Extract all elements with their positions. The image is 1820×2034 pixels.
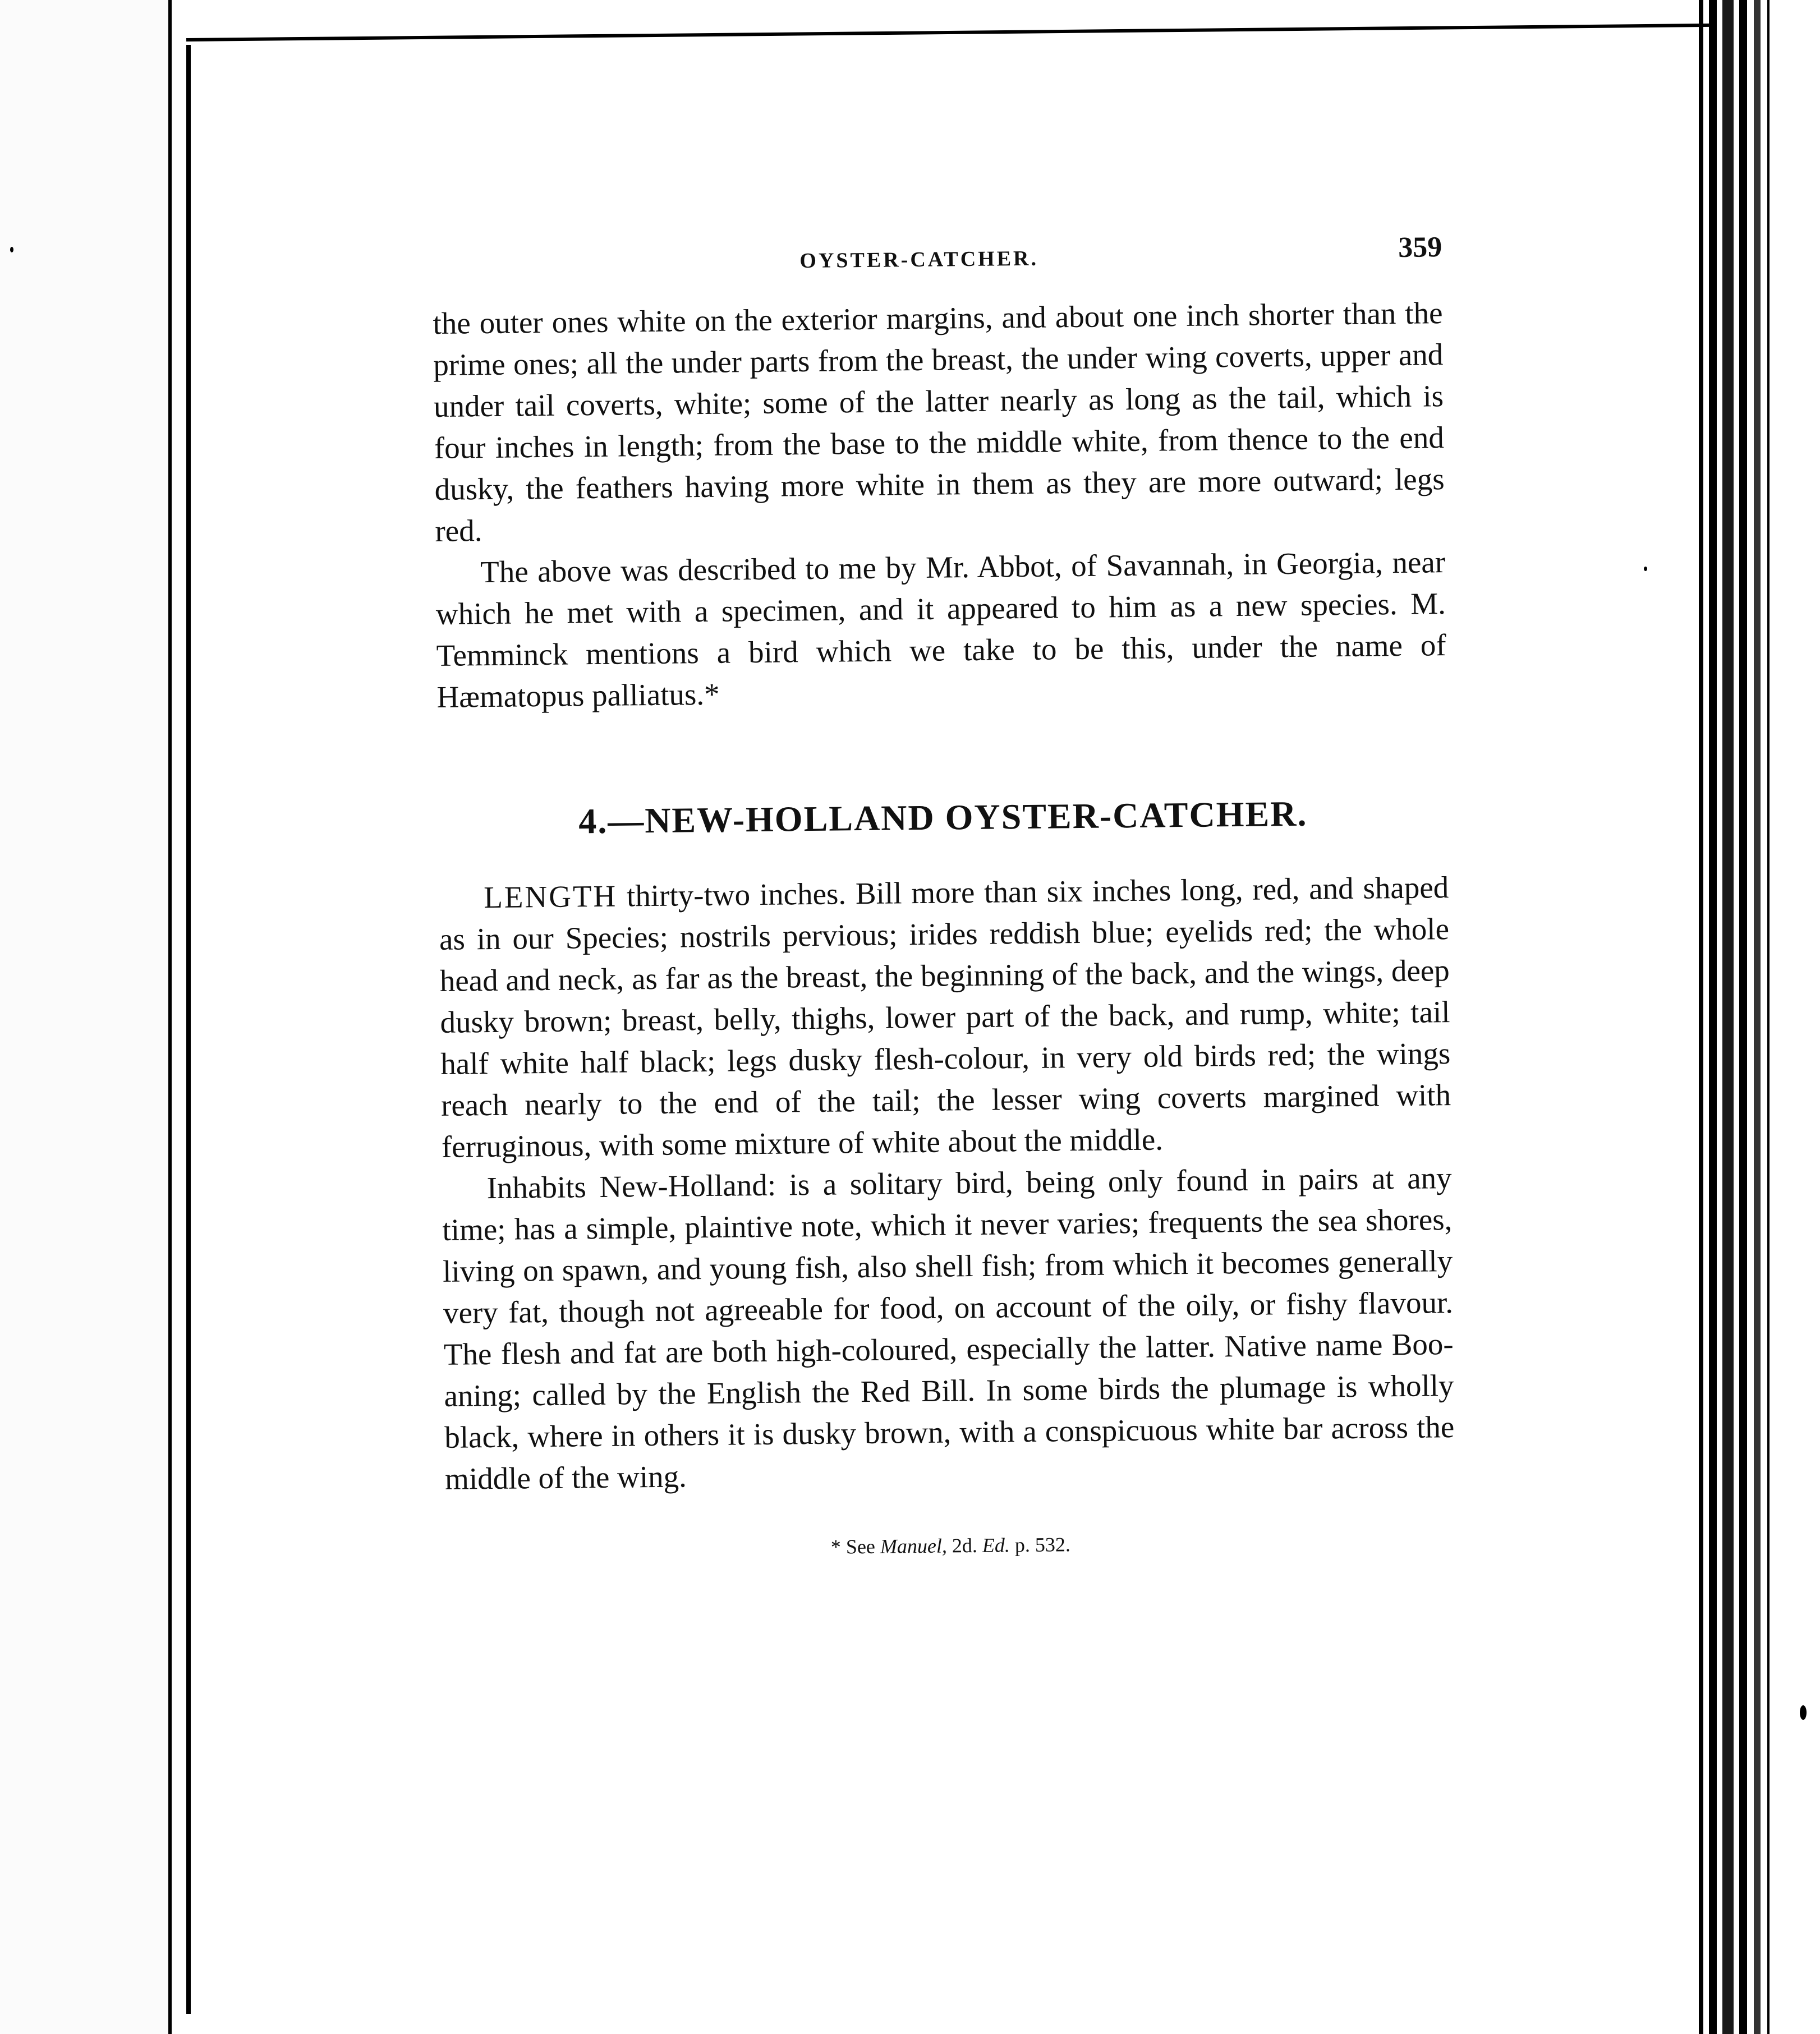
paragraph-abbot: The above was described to me by Mr. Abbot, of Savannah, in Georgia, near which he met with a specimen, and it appeared to him as a new species. M. Temminck mentions a bird which we take to be this, under the name of Hæmatopus palliatus.* <box>435 545 1446 714</box>
gutter-border <box>186 45 191 2014</box>
body-text <box>433 292 1455 1500</box>
paragraph-continued: the outer ones white on the exterior margins, and about one inch shorter than the prime ones; all the under parts from the breast, the under wing coverts, upper and under tail coverts, white; some of the latter nearly as long as the tail, which is four inches in length; from the base to the middle white, from thence to the end dusky, the feathers having more white in them as they are more outward; legs red. <box>433 296 1445 548</box>
paragraph-description-text: thirty-two inches. Bill more than six inches long, red, and shaped as in our Species; nostrils pervious; irides reddish blue; eyelids red; the whole head and neck, as far as the breast, the beginning of the back, and the wings, deep dusky brown; breast, belly, thighs, lower part of the back, and rump, white; tail half white half black; legs dusky flesh-colour, in very old birds red; the wings reach nearly to the end of the tail; the lesser wing coverts margined with ferruginous, with some mixture of white about the middle. <box>439 870 1451 1164</box>
book-edge-line <box>1722 0 1734 2034</box>
footnote-prefix: * See <box>830 1535 881 1558</box>
lead-word: LENGTH <box>483 878 618 915</box>
scan-speck <box>1644 567 1647 571</box>
page-number: 359 <box>1398 231 1442 264</box>
footnote-page-ref: p. 532. <box>1009 1533 1071 1557</box>
section-heading: 4.—NEW-HOLLAND OYSTER-CATCHER. <box>578 793 1308 841</box>
scan-speck <box>10 247 13 252</box>
scan-speck <box>1800 1705 1807 1720</box>
footnote-edition-label: Ed. <box>982 1534 1010 1557</box>
footnote-edition-number: 2d. <box>946 1534 983 1557</box>
book-edge-line <box>1709 0 1717 2034</box>
running-head <box>432 231 1442 286</box>
book-edge-line <box>1699 0 1703 2034</box>
footnote <box>445 1529 1455 1563</box>
footnote-work: Manuel, <box>880 1534 948 1558</box>
book-edge-line <box>1739 0 1747 2034</box>
scan-background-margin <box>1767 0 1820 2034</box>
paragraph-habitat: Inhabits New-Holland: is a solitary bird, being only found in pairs at any time; has a simple, plaintive note, which it never varies; frequents the sea shores, living on spawn, and young fish, also shell fish; from which it becomes generally very fat, though not agreeable for food, on account of the oily, or fishy flavour. The flesh and fat are both high-coloured, especially the latter. Native name Boo-aning; called by the English the Red Bill. In some birds the plumage is wholly black, where in others it is dusky brown, with a conspicuous white bar across the middle of the wing. <box>442 1161 1455 1496</box>
page-content <box>432 231 1456 1563</box>
page-top-border <box>186 24 1712 42</box>
paragraph-description <box>439 867 1451 1168</box>
running-title: OYSTER-CATCHER. <box>799 246 1039 273</box>
book-edge-line <box>1754 0 1761 2034</box>
previous-page-edge <box>0 0 172 2034</box>
